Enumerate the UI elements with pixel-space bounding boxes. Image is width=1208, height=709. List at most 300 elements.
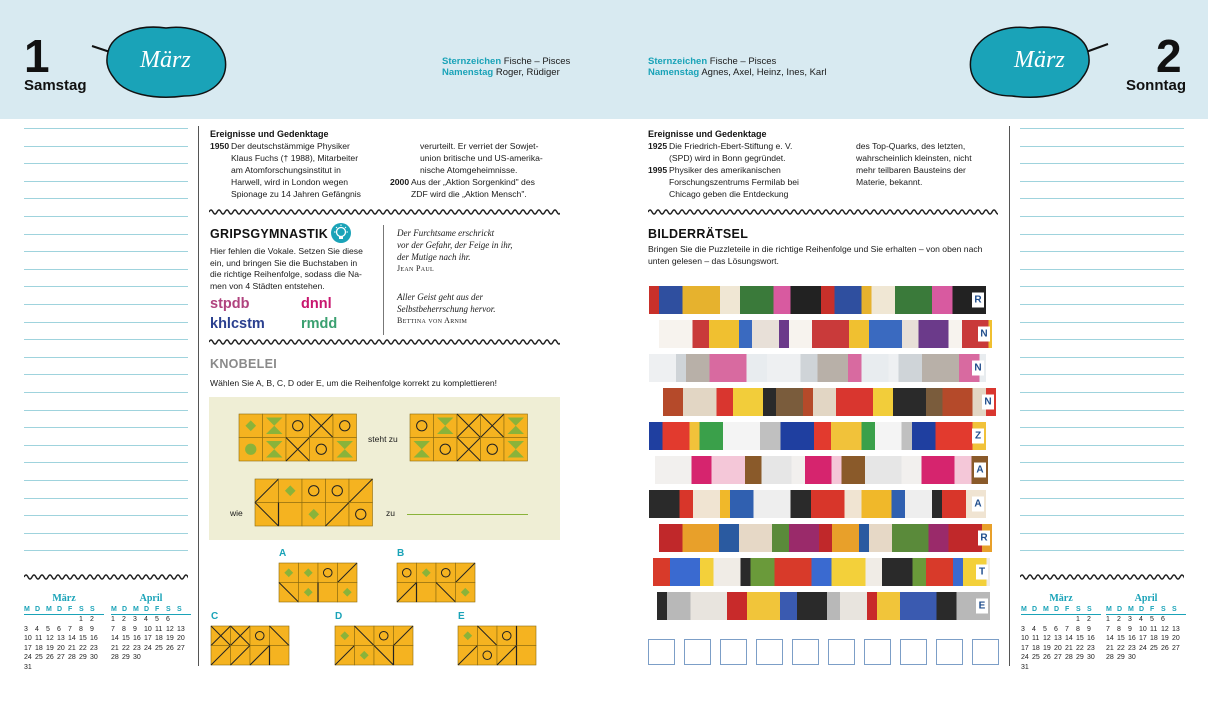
calendar-day: 22	[1117, 644, 1125, 652]
grips-title: GRIPSGYMNASTIK	[210, 227, 329, 241]
photo-strip[interactable]	[649, 490, 986, 518]
calendar-day: 22	[1076, 644, 1084, 652]
calendar-day: 9	[1087, 625, 1091, 633]
zodiac-value: Fische – Pisces	[503, 56, 571, 67]
month-label-left: März	[140, 47, 191, 73]
calendar-day: 19	[1043, 644, 1051, 652]
photo-strip[interactable]	[649, 354, 986, 382]
calendar-day: 29	[1076, 654, 1084, 661]
note-line	[1020, 480, 1184, 481]
event-text-line: Die Friedrich-Ebert-Stiftung e. V.	[669, 141, 793, 151]
note-line	[24, 515, 188, 516]
events-col2-right	[835, 140, 1005, 210]
calendar-day: 13	[1054, 635, 1062, 642]
note-line	[1020, 462, 1184, 463]
day-number-right: 2	[1156, 30, 1182, 82]
calendar-day: 15	[1076, 635, 1084, 642]
quote-line: Selbstbeherrschung hervor.	[397, 304, 496, 314]
calendar-day: 1	[79, 616, 83, 623]
calendar-day: 23	[133, 644, 141, 652]
calendar-day	[1054, 663, 1065, 673]
calendar-weekday-header	[1106, 605, 1186, 616]
note-line	[24, 216, 188, 217]
scramble-word-1: stpdb	[210, 296, 250, 312]
mini-calendar-maerz-left	[24, 594, 104, 672]
text-line: ein, und bringen Sie die Buchstaben in	[210, 257, 358, 268]
event-year: 1995	[648, 165, 668, 175]
note-line	[24, 322, 188, 323]
mini-calendar-maerz-right	[1021, 594, 1101, 672]
calendar-day	[1043, 615, 1054, 625]
answer-box[interactable]	[972, 639, 999, 665]
option-b-tile[interactable]	[396, 562, 499, 603]
note-line	[1020, 410, 1184, 411]
note-line	[24, 374, 188, 375]
calendar-day: 2	[1117, 616, 1121, 623]
calendar-day: 25	[1150, 644, 1158, 652]
calendar-week-row	[1021, 625, 1101, 635]
calendar-day: 4	[1139, 616, 1143, 623]
calendar-day	[46, 663, 57, 673]
mini-calendar-april-left	[111, 594, 191, 663]
note-line	[24, 286, 188, 287]
nameday-value: Agnes, Axel, Heinz, Ines, Karl	[701, 67, 827, 78]
note-line	[24, 462, 188, 463]
calendar-day	[177, 615, 188, 625]
strip-letter: A	[972, 497, 984, 512]
answer-box[interactable]	[900, 639, 927, 665]
text-line: Bringen Sie die Puzzleteile in die richtige Reihenfolge und Sie erhalten – von oben nach	[648, 244, 983, 254]
option-e-tile[interactable]	[457, 625, 560, 666]
calendar-day: 3	[24, 625, 28, 633]
day-name-right: Sonntag	[1126, 77, 1186, 94]
calendar-day	[1172, 653, 1183, 663]
calendar-week-row	[24, 653, 104, 663]
calendar-day: 1	[1076, 616, 1080, 623]
calendar-day: 7	[1106, 625, 1110, 633]
calendar-day: 13	[57, 635, 65, 642]
scramble-word-4: rmdd	[301, 316, 338, 332]
weekday-label: M	[1106, 605, 1112, 613]
calendar-day: 2	[90, 616, 94, 623]
weekday-label: F	[1150, 605, 1155, 613]
calendar-day: 2	[1087, 616, 1091, 623]
calendar-day: 11	[35, 635, 43, 642]
calendar-day: 31	[24, 663, 32, 671]
event-year: 2000	[390, 177, 410, 187]
calendar-day: 23	[90, 644, 98, 652]
event-text-line: Materie, bekannt.	[856, 177, 923, 187]
photo-strip[interactable]	[653, 558, 990, 586]
weekday-label: M	[46, 605, 52, 613]
note-line	[24, 392, 188, 393]
weekday-label: D	[1054, 605, 1060, 613]
calendar-day: 18	[155, 635, 163, 642]
event-text-line: Der deutschstämmige Physiker	[231, 141, 350, 151]
calendar-day: 30	[1087, 654, 1095, 661]
photo-strip[interactable]	[655, 456, 988, 484]
column-divider-right	[1009, 126, 1010, 666]
calendar-day: 14	[68, 635, 76, 642]
strip-letter: R	[978, 531, 990, 546]
calendar-day: 12	[1043, 635, 1051, 642]
puzzle-tile-3	[254, 478, 377, 527]
calendar-day	[57, 663, 68, 673]
text-line: Hier fehlen die Vokale. Setzen Sie diese	[210, 246, 363, 256]
calendar-day: 16	[1128, 635, 1136, 642]
calendar-day	[166, 653, 177, 663]
weekday-label: S	[177, 605, 182, 613]
option-a-label: A	[279, 548, 287, 559]
photo-strip[interactable]	[659, 320, 992, 348]
weekday-label: S	[1161, 605, 1166, 613]
calendar-day: 11	[1150, 625, 1158, 633]
weekday-label: F	[155, 605, 160, 613]
weekday-label: M	[111, 605, 117, 613]
calendar-day: 10	[24, 635, 32, 642]
calendar-day: 26	[1043, 654, 1051, 661]
note-line	[24, 163, 188, 164]
note-line	[1020, 251, 1184, 252]
calendar-week-row	[111, 625, 191, 635]
option-a-tile[interactable]	[278, 562, 381, 603]
calendar-day	[90, 663, 101, 673]
note-line	[24, 181, 188, 182]
calendar-day: 6	[166, 616, 170, 623]
weekday-label: S	[79, 605, 84, 613]
note-line	[1020, 269, 1184, 270]
calendar-day: 20	[57, 644, 65, 652]
wave-divider-grips	[209, 338, 560, 346]
weekday-label: F	[1065, 605, 1070, 613]
calendar-day	[1150, 653, 1161, 663]
note-line	[24, 357, 188, 358]
calendar-day: 14	[111, 635, 119, 642]
calendar-day	[1054, 615, 1065, 625]
calendar-day: 28	[111, 654, 119, 661]
strip-letter: N	[978, 327, 990, 342]
events-title-left: Ereignisse und Gedenktage	[210, 129, 329, 139]
quote-line: Aller Geist geht aus der	[397, 292, 483, 302]
calendar-day: 5	[1043, 625, 1047, 633]
calendar-month-title: März	[1049, 593, 1073, 604]
quote-divider	[383, 225, 384, 335]
calendar-day: 14	[1106, 635, 1114, 642]
calendar-day: 21	[111, 644, 119, 652]
calendar-day: 28	[68, 654, 76, 661]
calendar-day	[46, 615, 57, 625]
nameday-value: Roger, Rüdiger	[495, 67, 560, 78]
calendar-weekday-header	[24, 605, 104, 616]
calendar-day: 4	[144, 616, 148, 623]
option-c-label: C	[211, 611, 219, 622]
nameday-label: Namenstag	[648, 67, 700, 78]
answer-box[interactable]	[936, 639, 963, 665]
calendar-day: 12	[1161, 625, 1169, 633]
note-line	[24, 339, 188, 340]
note-line	[24, 427, 188, 428]
calendar-day: 15	[1117, 635, 1125, 642]
strip-letter: R	[972, 293, 984, 308]
calendar-day	[1076, 663, 1087, 673]
calendar-week-row	[111, 634, 191, 644]
note-line	[1020, 198, 1184, 199]
calendar-day: 25	[155, 644, 163, 652]
column-divider-left	[198, 126, 199, 666]
strip-letter: E	[976, 599, 988, 614]
photo-strip[interactable]	[663, 388, 996, 416]
zodiac-label: Sternzeichen	[442, 56, 502, 67]
calendar-day: 30	[1128, 654, 1136, 661]
calendar-day: 4	[1032, 625, 1036, 633]
calendar-day: 28	[1106, 654, 1114, 661]
note-line	[1020, 216, 1184, 217]
calendar-week-row	[24, 625, 104, 635]
event-text-line: nische Atomgeheimnisse.	[420, 165, 518, 175]
calendar-day: 9	[133, 625, 137, 633]
text-line: men von 4 Städten entstehen.	[210, 280, 325, 291]
answer-box[interactable]	[648, 639, 675, 665]
calendar-day: 25	[35, 654, 43, 661]
event-text-line: verurteilt. Er verriet der Sowjet-	[420, 141, 539, 151]
event-year: 1950	[210, 141, 230, 151]
calendar-day: 21	[1106, 644, 1114, 652]
answer-box[interactable]	[828, 639, 855, 665]
calendar-day	[1161, 653, 1172, 663]
weekday-label: S	[166, 605, 171, 613]
bilder-title: BILDERRÄTSEL	[648, 227, 749, 241]
calendar-day: 20	[1054, 644, 1062, 652]
calendar-day: 24	[24, 654, 32, 661]
calendar-day: 18	[1032, 644, 1040, 652]
calendar-day	[1021, 615, 1032, 625]
note-line	[24, 251, 188, 252]
text-line: unten gelesen – das Lösungswort.	[648, 255, 779, 266]
strip-letter: A	[974, 463, 986, 478]
calendar-day: 21	[68, 644, 76, 652]
note-line	[1020, 550, 1184, 551]
calendar-day: 20	[177, 635, 185, 642]
calendar-day: 27	[1172, 644, 1180, 652]
quote-line: Der Furchtsame erschrickt	[397, 228, 495, 238]
note-line	[1020, 357, 1184, 358]
scramble-word-3: khlcstm	[210, 316, 265, 332]
photo-strip[interactable]	[657, 592, 990, 620]
calendar-day: 8	[79, 625, 83, 633]
calendar-week-row	[1106, 634, 1186, 644]
photo-strip[interactable]	[649, 286, 986, 314]
strip-letter: Z	[972, 429, 984, 444]
lightbulb-icon	[330, 222, 352, 244]
calendar-day: 3	[1128, 616, 1132, 623]
event-text-line: Klaus Fuchs († 1988), Mitarbeiter	[231, 153, 359, 163]
strip-letter: N	[982, 395, 994, 410]
calendar-day: 17	[1021, 644, 1029, 652]
calendar-day: 20	[1172, 635, 1180, 642]
calendar-day: 31	[1021, 663, 1029, 671]
calendar-weekday-header	[1021, 605, 1101, 616]
note-line	[24, 533, 188, 534]
calendar-day: 22	[122, 644, 130, 652]
event-text-line: des Top-Quarks, des letzten,	[856, 141, 966, 151]
note-line	[24, 498, 188, 499]
calendar-day: 18	[35, 644, 43, 652]
calendar-day	[57, 615, 68, 625]
event-text-line: Spionage zu 14 Jahren Gefängnis	[231, 189, 361, 199]
calendar-month-title: April	[139, 593, 163, 604]
event-text-line: ZDF wird die „Aktion Mensch".	[411, 189, 527, 199]
puzzle-tile-1	[238, 413, 361, 462]
calendar-day: 17	[24, 644, 32, 652]
quote-jean-paul	[397, 227, 567, 275]
note-line	[1020, 374, 1184, 375]
note-line	[1020, 533, 1184, 534]
calendar-day: 29	[1117, 654, 1125, 661]
events-col1-right	[648, 140, 848, 210]
calendar-day: 6	[1054, 625, 1058, 633]
note-line	[1020, 515, 1184, 516]
calendar-day: 23	[1087, 644, 1095, 652]
events-col2-left	[390, 140, 565, 210]
note-line	[1020, 146, 1184, 147]
zodiac-label: Sternzeichen	[648, 56, 708, 67]
weekday-label: F	[68, 605, 73, 613]
calendar-day: 4	[35, 625, 39, 633]
calendar-day: 8	[122, 625, 126, 633]
calendar-week-row	[111, 653, 191, 663]
calendar-day: 10	[1139, 625, 1147, 633]
calendar-week-row	[1106, 644, 1186, 654]
quote-bettina	[397, 291, 567, 327]
photo-strip[interactable]	[659, 524, 992, 552]
calendar-day: 26	[1161, 644, 1169, 652]
calendar-day	[1065, 663, 1076, 673]
weekday-label: D	[57, 605, 63, 613]
wave-divider-right	[1020, 573, 1184, 581]
calendar-day: 10	[1021, 635, 1029, 642]
calendar-week-row	[24, 615, 104, 625]
event-text-line: (SPD) wird in Bonn gegründet.	[669, 153, 786, 163]
calendar-day: 15	[79, 635, 87, 642]
calendar-day: 23	[1128, 644, 1136, 652]
note-line	[1020, 392, 1184, 393]
weekday-label: M	[1043, 605, 1049, 613]
calendar-day: 19	[46, 644, 54, 652]
calendar-week-row	[1106, 625, 1186, 635]
calendar-week-row	[1021, 634, 1101, 644]
calendar-week-row	[1021, 644, 1101, 654]
calendar-day: 12	[46, 635, 54, 642]
answer-box[interactable]	[684, 639, 711, 665]
calendar-week-row	[1106, 653, 1186, 663]
answer-box[interactable]	[792, 639, 819, 665]
calendar-day	[35, 615, 46, 625]
bilder-instruction	[648, 244, 1008, 267]
event-text-line: Aus der „Aktion Sorgenkind" des	[411, 177, 535, 187]
calendar-day: 12	[166, 625, 174, 633]
note-line	[1020, 339, 1184, 340]
photo-strip[interactable]	[649, 422, 986, 450]
weekday-label: D	[122, 605, 128, 613]
calendar-day: 5	[1150, 616, 1154, 623]
calendar-day: 27	[1054, 654, 1062, 661]
calendar-day: 11	[1032, 635, 1040, 642]
calendar-day: 1	[111, 616, 115, 623]
answer-box[interactable]	[756, 639, 783, 665]
calendar-day: 6	[57, 625, 61, 633]
calendar-day: 24	[1021, 654, 1029, 661]
answer-box[interactable]	[864, 639, 891, 665]
calendar-day: 10	[144, 625, 152, 633]
note-line	[1020, 286, 1184, 287]
steht-zu-label: steht zu	[368, 434, 398, 444]
calendar-day: 7	[1065, 625, 1069, 633]
weekday-label: D	[35, 605, 41, 613]
event-text-line: Chicago geben die Entdeckung	[669, 189, 789, 199]
calendar-day: 5	[155, 616, 159, 623]
day-name-left: Samstag	[24, 77, 87, 94]
note-line	[24, 128, 188, 129]
weekday-label: M	[24, 605, 30, 613]
strip-letter: T	[976, 565, 988, 580]
event-text-line: union britische und US-amerika-	[420, 153, 543, 163]
option-d-tile[interactable]	[334, 625, 437, 666]
answer-line[interactable]	[407, 514, 528, 515]
event-text-line: mehr teilbaren Bausteins der	[856, 165, 966, 175]
note-lines-left	[24, 126, 188, 566]
calendar-day: 24	[144, 644, 152, 652]
option-b-label: B	[397, 548, 405, 559]
calendar-day: 16	[1087, 635, 1095, 642]
calendar-day: 18	[1150, 635, 1158, 642]
wave-divider-left	[24, 573, 188, 581]
answer-box[interactable]	[720, 639, 747, 665]
zu-label: zu	[386, 508, 395, 518]
month-label-right: März	[1014, 47, 1065, 73]
note-line	[24, 269, 188, 270]
option-c-tile[interactable]	[210, 625, 313, 666]
weekday-label: D	[1032, 605, 1038, 613]
calendar-month-title: April	[1134, 593, 1158, 604]
calendar-day: 9	[1128, 625, 1132, 633]
weekday-label: D	[1117, 605, 1123, 613]
event-text-line: Physiker des amerikanischen	[669, 165, 781, 175]
calendar-week-row	[111, 644, 191, 654]
note-line	[1020, 163, 1184, 164]
calendar-day	[79, 663, 90, 673]
calendar-day	[1087, 663, 1098, 673]
nameday-left	[442, 67, 560, 79]
note-line	[1020, 128, 1184, 129]
note-line	[1020, 445, 1184, 446]
calendar-day: 29	[122, 654, 130, 661]
weekday-label: M	[133, 605, 139, 613]
weekday-label: M	[1128, 605, 1134, 613]
calendar-day	[1065, 615, 1076, 625]
knobelei-title: KNOBELEI	[210, 357, 277, 371]
calendar-day: 22	[79, 644, 87, 652]
event-text-line: Forschungszentrums Fermilab bei	[669, 177, 799, 187]
calendar-week-row	[1106, 615, 1186, 625]
note-line	[24, 410, 188, 411]
text-line: die richtige Reihenfolge, sodass die Na-	[210, 269, 362, 279]
calendar-day: 13	[177, 625, 185, 633]
calendar-day	[1172, 615, 1183, 625]
note-line	[1020, 304, 1184, 305]
event-text-line: am Atomforschungsinstitut in	[231, 165, 341, 175]
wave-divider-events-left	[209, 208, 560, 216]
calendar-week-row	[111, 615, 191, 625]
